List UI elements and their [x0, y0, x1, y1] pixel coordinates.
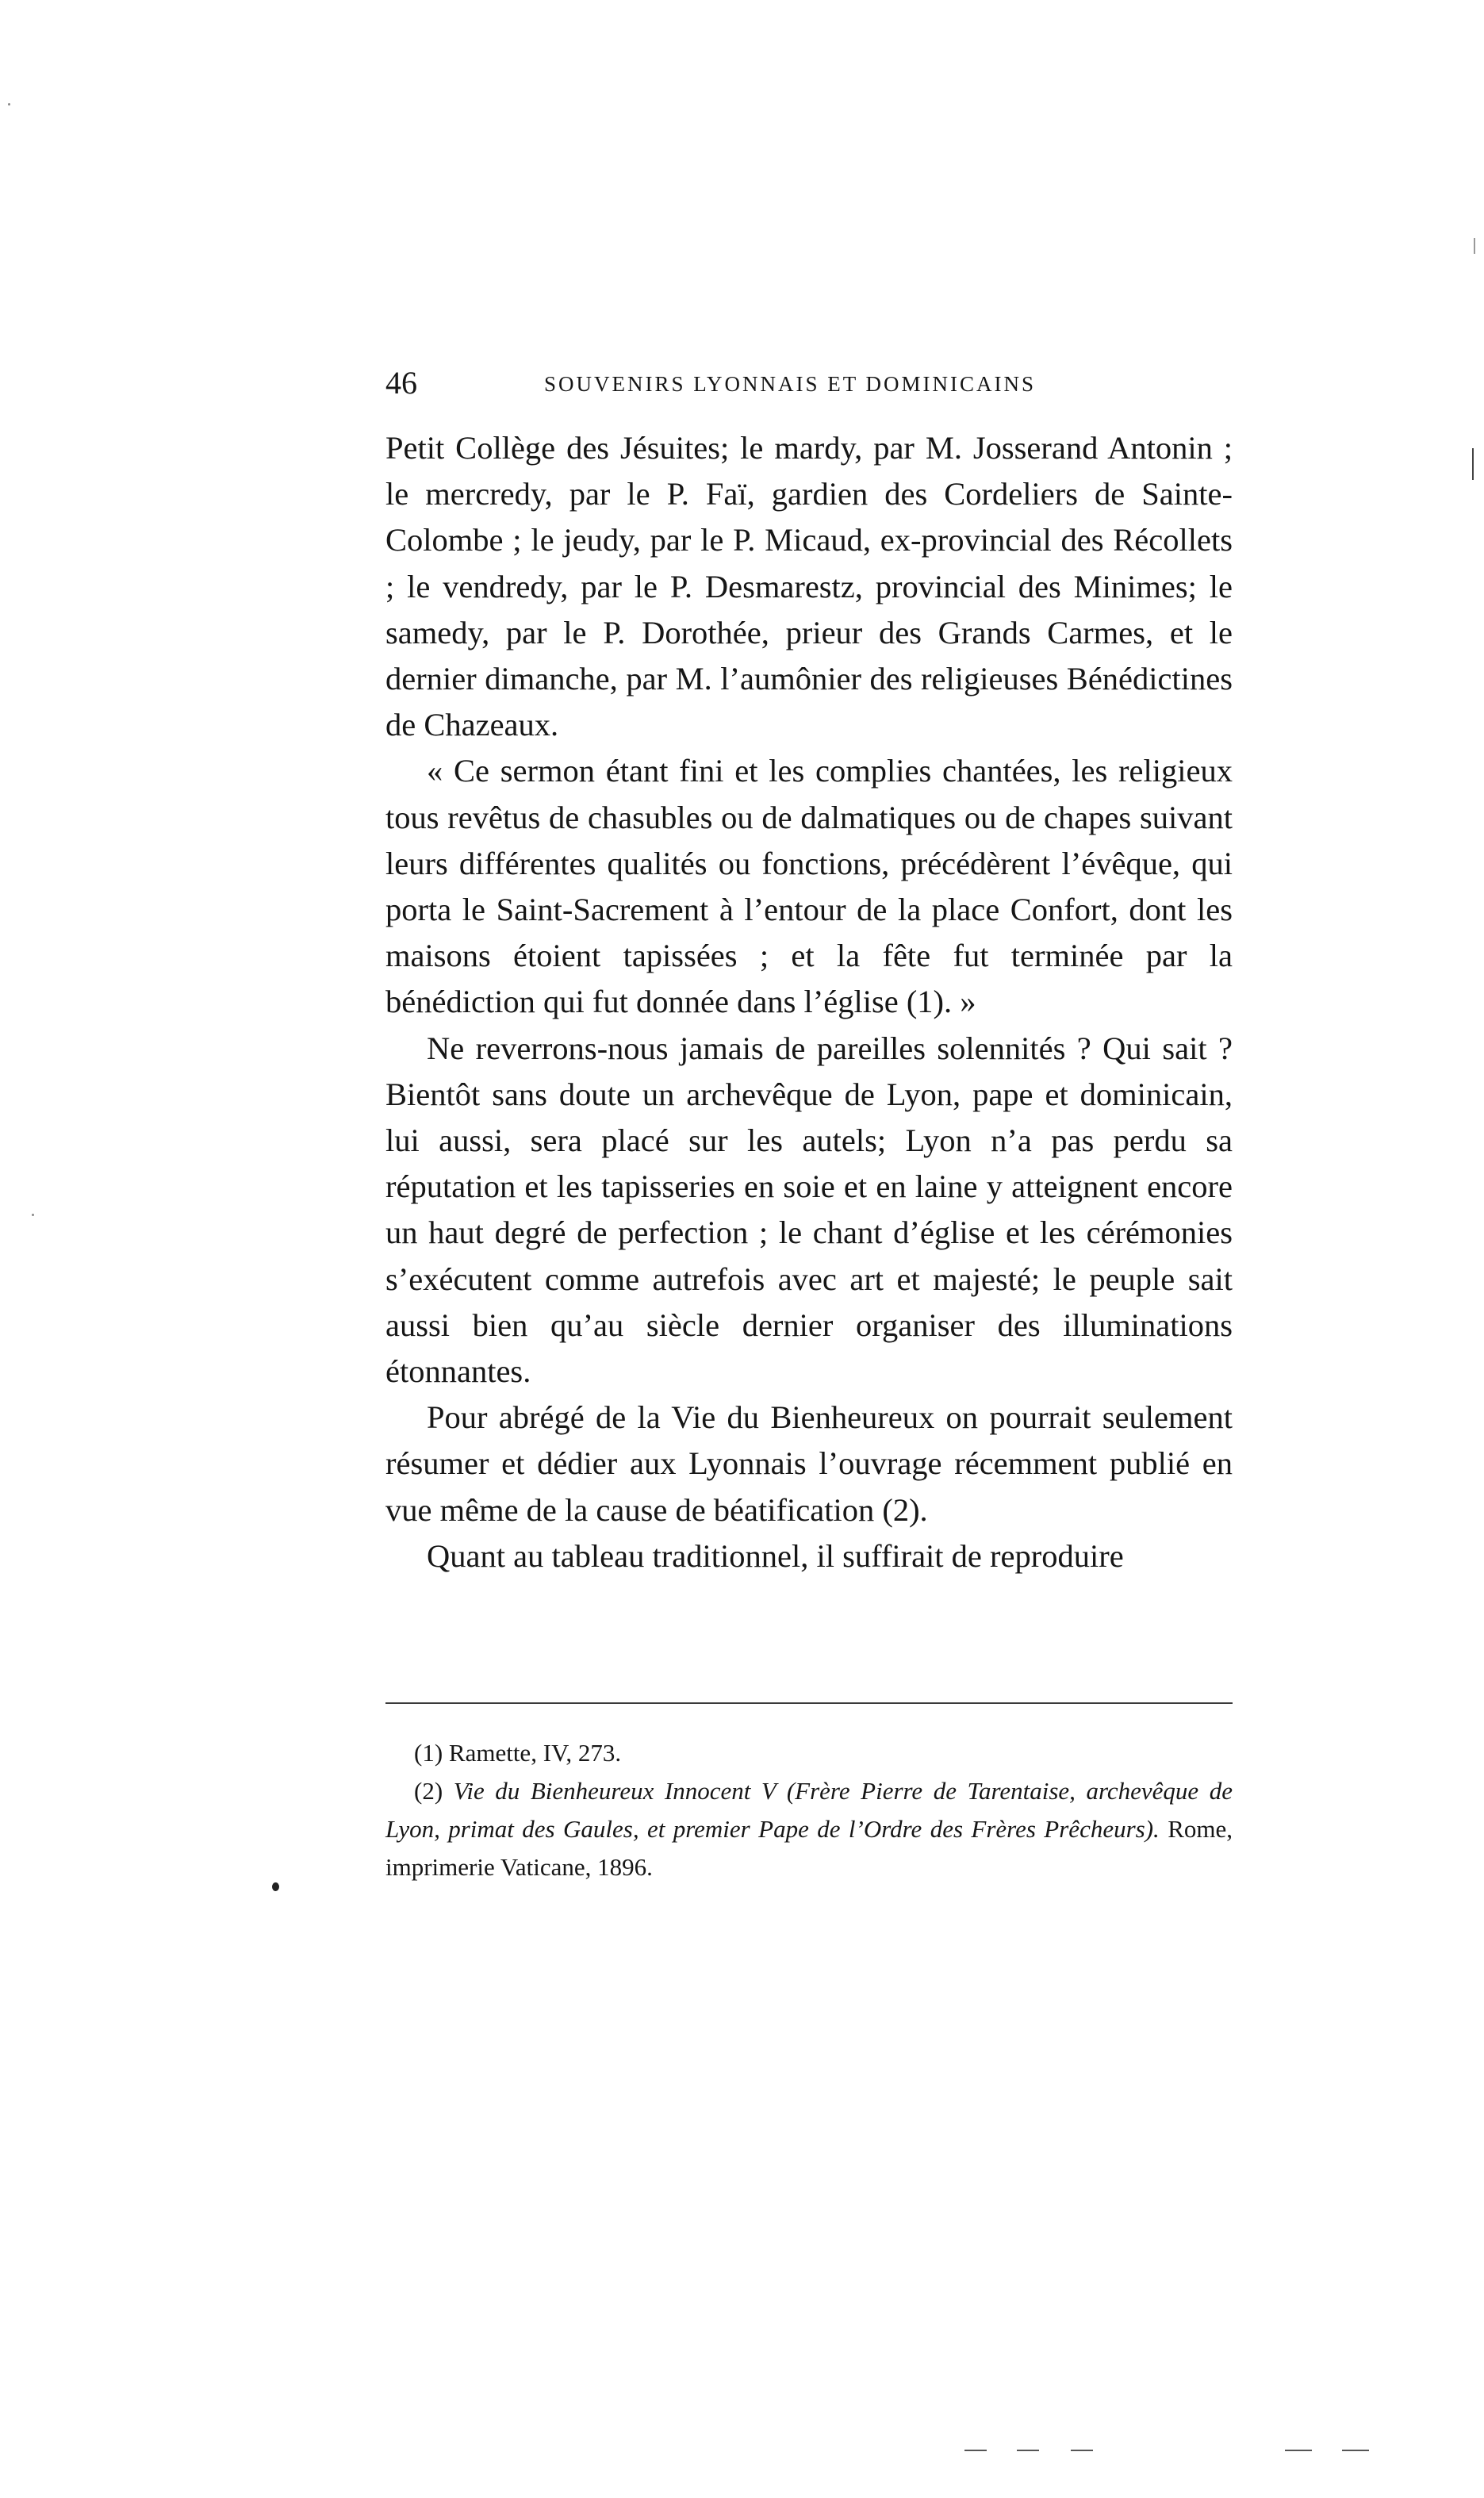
running-head: [385, 363, 1239, 403]
paragraph-abridgement: Pour abrégé de la Vie du Bienheureux on pourrait seulement résumer et dédier aux Lyonnais l’ouvrage récemment publié en vue même de la cause de béatification (2).: [385, 1399, 1233, 1528]
scan-speck: [8, 103, 10, 106]
paragraph-continuation: Petit Collège des Jésuites; le mardy, par M. Josserand Antonin ; le mercredy, par le P. Faï, gardien des Cordeliers de Sainte-Colombe ; le jeudy, par le P. Micaud, ex-provincial des Récollets ; le vendredy, par le P. Desmarestz, provincial des Minimes; le samedy, par le P. Dorothée, prieur des Grands Carmes, et le dernier dimanche, par M. l’aumônier des religieuses Bénédictines de Chazeaux.: [385, 430, 1233, 743]
footnote-1: (1) Ramette, IV, 273.: [414, 1739, 622, 1767]
paragraph-solemnities: Ne reverrons-nous jamais de pareilles solennités ? Qui sait ? Bientôt sans doute un archevêque de Lyon, pape et dominicain, lui aussi, sera placé sur les autels; Lyon n’a pas perdu sa réputation et les tapisseries en soie et en laine y atteignent encore un haut degré de perfection ; le chant d’église et les cérémonies s’exécutent comme autrefois avec art et majesté; le peuple sait aussi bien qu’au siècle dernier organiser des illuminations étonnantes.: [385, 1030, 1233, 1390]
footnote-2-title: Vie du Bienheureux Innocent V (Frère Pierre de Tarentaise, archevêque de Lyon, primat des Gaules, et premier Pape de l’Ordre des Frères Prêcheurs).: [385, 1777, 1233, 1843]
footnote-2: [385, 1772, 1233, 1886]
bottom-dash: [1285, 2450, 1312, 2451]
scan-speck: [32, 1214, 34, 1216]
body-text: [385, 425, 1233, 1579]
page-number: 46: [385, 365, 417, 401]
footnotes: [385, 1734, 1233, 1886]
paragraph-quotation: « Ce sermon étant fini et les complies chantées, les religieux tous revêtus de chasubles ou de dalmatiques ou de chapes suivant leurs différentes qualités ou fonctions, précédèrent l’évêque, qui porta le Saint-Sacrement à l’entour de la place Confort, dont les maisons étoient tapissées ; et la fête fut terminée par la bénédiction qui fut donnée dans l’église (1). »: [385, 753, 1233, 1020]
running-title: SOUVENIRS LYONNAIS ET DOMINICAINS: [544, 372, 1037, 396]
footnote-2-imprint: Rome, imprimerie Vaticane, 1896.: [385, 1815, 1233, 1881]
scan-speck: [272, 1882, 279, 1891]
footnote-2-marker: (2): [414, 1777, 443, 1805]
bottom-dash: [1071, 2450, 1093, 2451]
paragraph-tableau: Quant au tableau traditionnel, il suffirait de reproduire: [427, 1537, 1124, 1574]
margin-mark: [1474, 238, 1475, 254]
footnote-rule: [385, 1702, 1233, 1704]
bottom-dash: [964, 2450, 987, 2451]
bottom-dash: [1017, 2450, 1039, 2451]
margin-mark: [1472, 448, 1474, 480]
bottom-dash: [1342, 2450, 1369, 2451]
